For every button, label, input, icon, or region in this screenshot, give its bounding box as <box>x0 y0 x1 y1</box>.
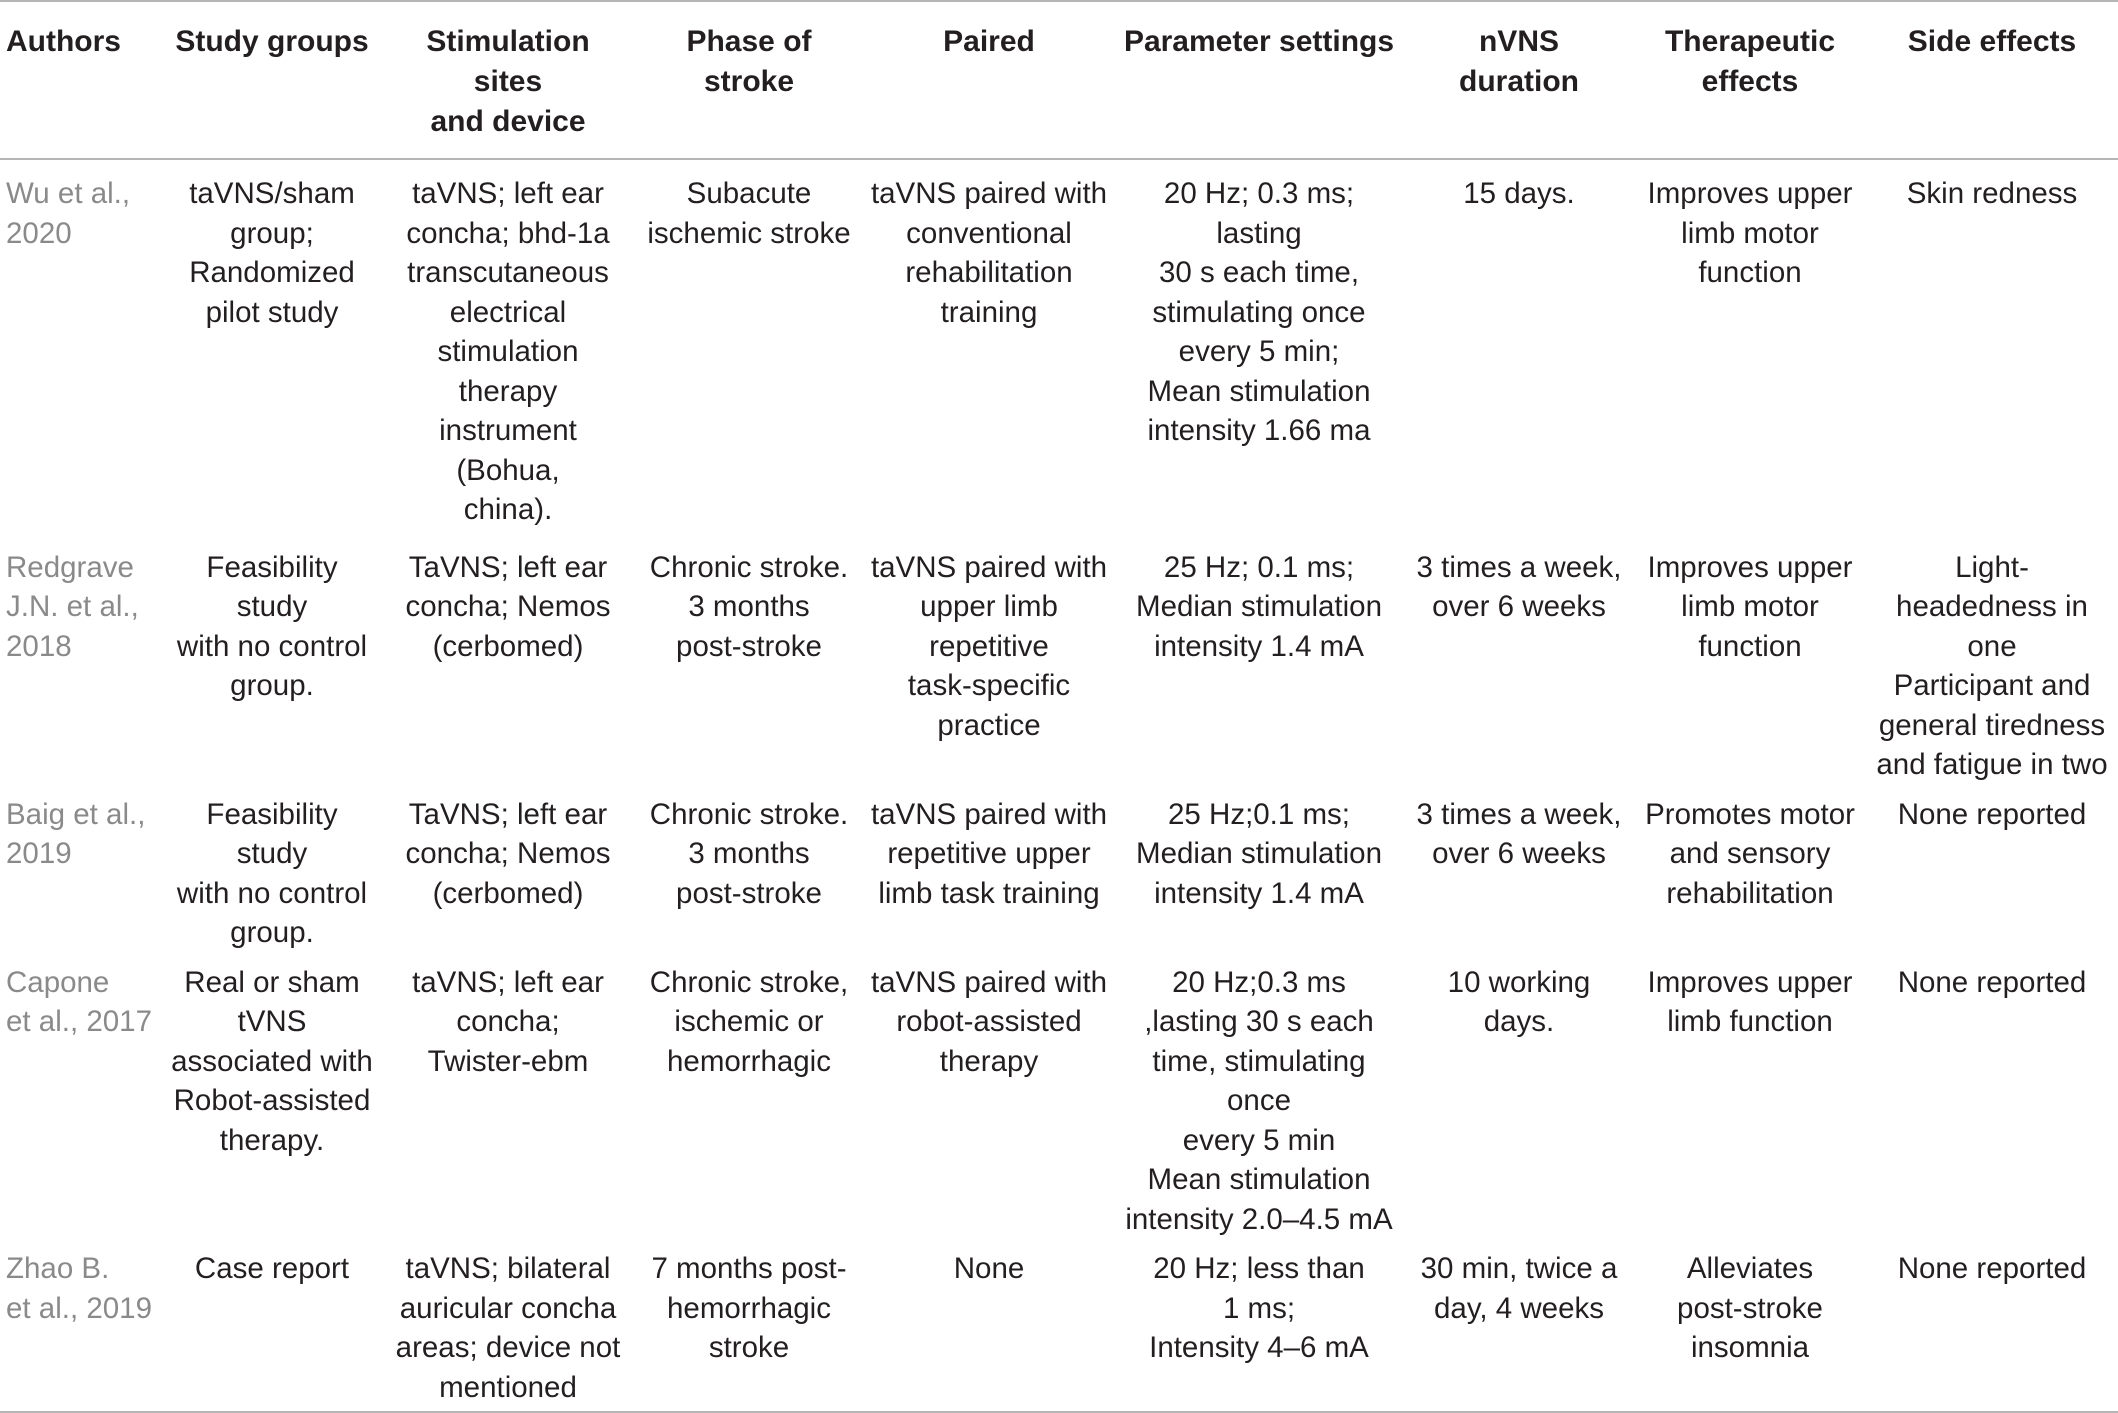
header-label: Stimulation sites and device <box>426 25 590 138</box>
cell-study-groups: Case report <box>194 1252 350 1285</box>
cell-side-effects: None reported <box>1897 1252 2087 1285</box>
header-row <box>0 1 2118 159</box>
cell-stimulation-sites: taVNS; left ear concha; Twister-ebm <box>412 965 604 1078</box>
header-label: Phase of stroke <box>686 25 812 98</box>
cell-study-groups: taVNS/sham group; Randomized pilot study <box>189 177 355 329</box>
cell-phase: 7 months post- hemorrhagic stroke <box>651 1252 847 1364</box>
cell-therapeutic-effects: Improves upper limb motor function <box>1647 550 1853 663</box>
cell-therapeutic-effects: Alleviates post-stroke insomnia <box>1677 1252 1823 1364</box>
cell-author: Baig et al., 2019 <box>6 797 146 870</box>
cell-stimulation-sites: TaVNS; left ear concha; Nemos (cerbomed) <box>405 550 611 663</box>
header-phase <box>634 1 864 159</box>
header-label: Study groups <box>175 25 369 58</box>
cell-side-effects: Skin redness <box>1906 177 2078 210</box>
cell-parameter-settings: 20 Hz; 0.3 ms; lasting 30 s each time, stimulating once every 5 min; Mean stimulation intensity 1.66 ma <box>1147 177 1371 447</box>
header-therapeutic-effects <box>1634 1 1866 159</box>
cell-author: Wu et al., 2020 <box>6 177 131 250</box>
table-row <box>0 957 2118 1244</box>
cell-parameter-settings: 25 Hz;0.1 ms; Median stimulation intensity 1.4 mA <box>1136 797 1382 910</box>
header-authors <box>0 1 162 159</box>
table-row <box>0 1243 2118 1412</box>
header-label: Authors <box>6 25 121 58</box>
cell-duration: 3 times a week, over 6 weeks <box>1416 797 1622 870</box>
cell-author: Redgrave J.N. et al., 2018 <box>6 550 139 663</box>
cell-paired: None <box>953 1252 1025 1285</box>
cell-side-effects: None reported <box>1897 797 2087 831</box>
cell-duration: 3 times a week, over 6 weeks <box>1416 550 1622 623</box>
table-row <box>0 534 2118 789</box>
cell-phase: Chronic stroke. 3 months post-stroke <box>649 550 849 663</box>
header-label: Parameter settings <box>1123 25 1395 58</box>
header-label: nVNS duration <box>1459 25 1579 98</box>
cell-duration: 30 min, twice a day, 4 weeks <box>1420 1252 1618 1325</box>
header-paired <box>864 1 1114 159</box>
header-label: Side effects <box>1907 25 2077 58</box>
cell-stimulation-sites: TaVNS; left ear concha; Nemos (cerbomed) <box>405 797 611 910</box>
cell-paired: taVNS paired with robot-assisted therapy <box>870 965 1108 1078</box>
table-row <box>0 159 2118 534</box>
cell-paired: taVNS paired with repetitive upper limb task training <box>870 797 1108 910</box>
cell-phase: Chronic stroke, ischemic or hemorrhagic <box>649 965 849 1078</box>
cell-phase: Subacute ischemic stroke <box>647 177 851 250</box>
cell-side-effects: None reported <box>1897 965 2087 999</box>
cell-side-effects: Light- headedness in one Participant and general tiredness and fatigue in two <box>1876 550 2108 781</box>
header-label: Therapeutic effects <box>1664 25 1836 98</box>
cell-author: Zhao B. et al., 2019 <box>6 1252 152 1325</box>
header-study-groups <box>162 1 382 159</box>
cell-study-groups: Real or sham tVNS associated with Robot-assisted therapy. <box>171 965 373 1157</box>
cell-parameter-settings: 20 Hz; less than 1 ms; Intensity 4–6 mA <box>1149 1252 1369 1364</box>
table-body <box>0 159 2118 1412</box>
cell-phase: Chronic stroke. 3 months post-stroke <box>649 797 849 910</box>
cell-therapeutic-effects: Improves upper limb function <box>1647 965 1853 1038</box>
cell-study-groups: Feasibility study with no control group. <box>176 797 368 949</box>
cell-therapeutic-effects: Improves upper limb motor function <box>1647 177 1853 289</box>
table-header <box>0 1 2118 159</box>
cell-study-groups: Feasibility study with no control group. <box>176 550 368 702</box>
cell-stimulation-sites: taVNS; left ear concha; bhd-1a transcutaneous electrical stimulation therapy instrument (Bohua, china). <box>406 177 610 526</box>
header-stimulation-sites <box>382 1 634 159</box>
cell-parameter-settings: 20 Hz;0.3 ms ,lasting 30 s each time, stimulating once every 5 min Mean stimulation intensity 2.0–4.5 mA <box>1125 965 1393 1236</box>
table-row <box>0 789 2118 957</box>
header-label: Paired <box>943 25 1035 58</box>
cell-parameter-settings: 25 Hz; 0.1 ms; Median stimulation intensity 1.4 mA <box>1136 550 1382 663</box>
cell-paired: taVNS paired with conventional rehabilitation training <box>870 177 1108 329</box>
cell-duration: 15 days. <box>1463 177 1575 210</box>
header-parameter-settings <box>1114 1 1404 159</box>
header-side-effects <box>1866 1 2118 159</box>
cell-paired: taVNS paired with upper limb repetitive task-specific practice <box>870 550 1108 742</box>
header-duration <box>1404 1 1634 159</box>
cell-duration: 10 working days. <box>1447 965 1591 1038</box>
cell-author: Capone et al., 2017 <box>6 965 152 1038</box>
cell-therapeutic-effects: Promotes motor and sensory rehabilitation <box>1645 797 1855 910</box>
cell-stimulation-sites: taVNS; bilateral auricular concha areas; device not mentioned <box>395 1252 621 1404</box>
